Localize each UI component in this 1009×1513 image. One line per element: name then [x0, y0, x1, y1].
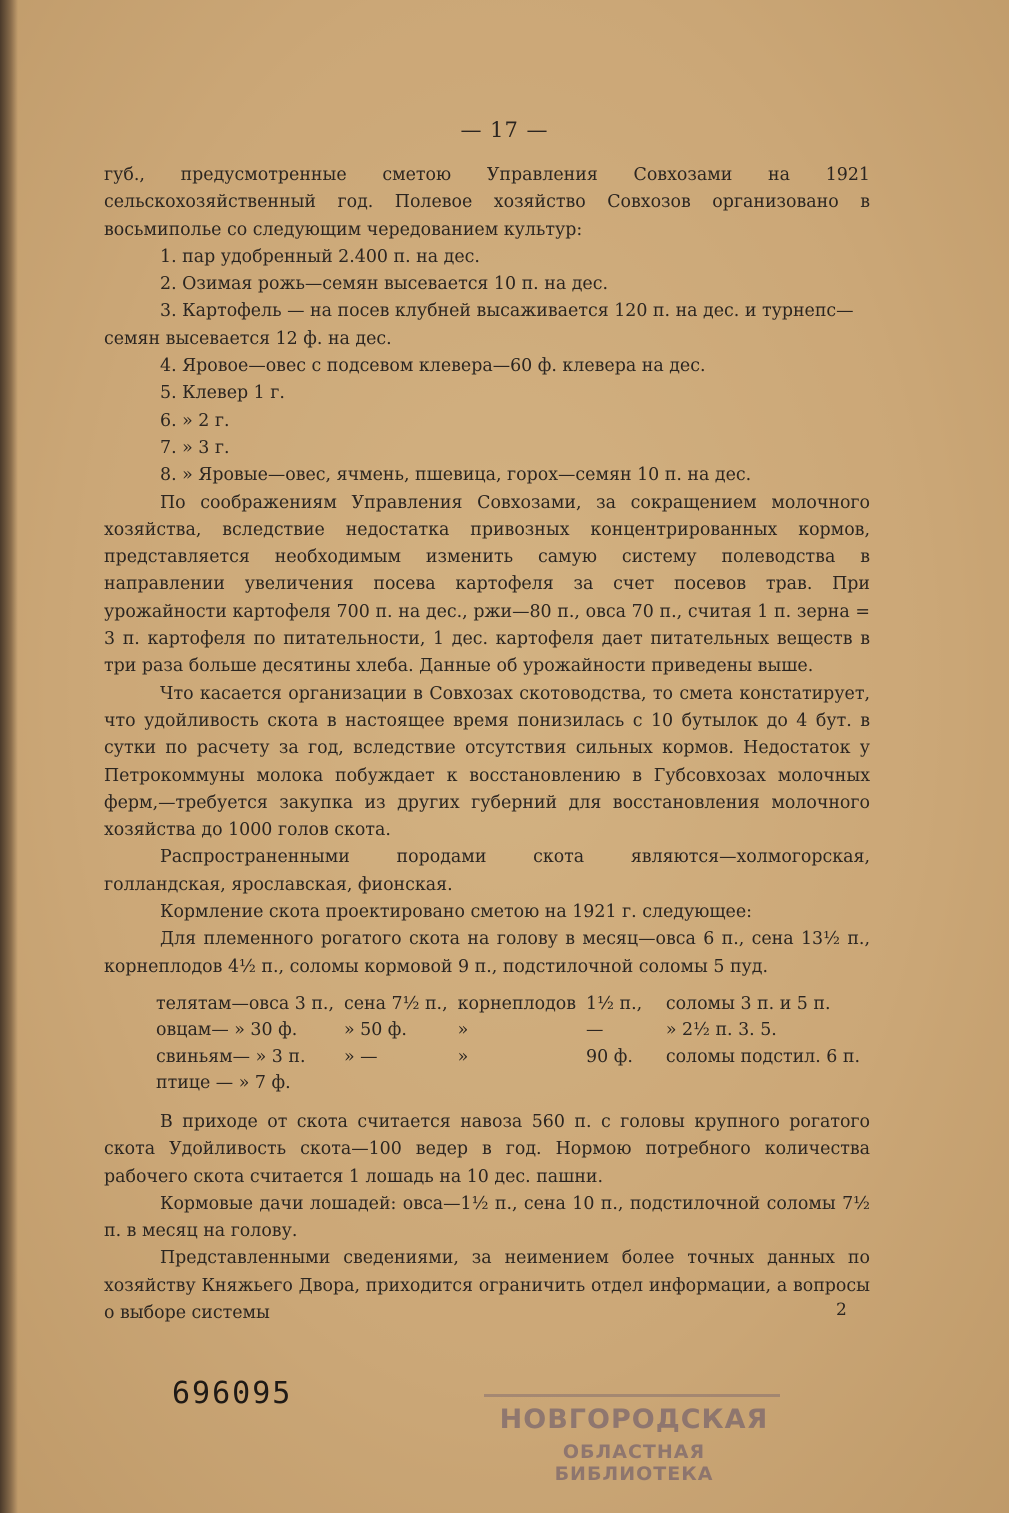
table-cell: » 2½ п. 3. 5.	[665, 1020, 777, 1041]
list-item-continuation: семян высевается 12 ф. на дес.	[104, 328, 392, 349]
table-cell: »	[457, 1020, 469, 1041]
table-row	[156, 1070, 870, 1097]
paragraph: Для племенного рогатого скота на голову в месяц—овса 6 п., сена 13½ п., корнеплодов 4½ п., соломы кормовой 9 п., подстилочной соломы 5 пуд.	[104, 929, 870, 977]
body-text	[104, 162, 870, 1327]
feed-table	[156, 991, 870, 1097]
table-cell: корнеплодов	[457, 993, 577, 1014]
table-cell: телятам—овса 3 п.,	[156, 993, 334, 1014]
table-cell	[344, 1070, 458, 1097]
inventory-number: 696095	[172, 1376, 293, 1411]
paragraph: В приходе от скота считается навоза 560 п. с головы крупного рогатого скота Удойливость скота—100 ведер в год. Нормою потребного количества рабочего скота считается 1 лошадь на 10 дес. пашни.	[104, 1111, 870, 1187]
table-cell: 1½ п.,	[586, 993, 643, 1014]
table-cell: » —	[343, 1046, 378, 1067]
paragraph: По соображениям Управления Совхозами, за сокращением молочного хозяйства, вследствие недостатка привозных концентрированных кормов, представляется необходимым изменить самую систему полеводства в направлении увеличения посева картофеля за счет посевов трав. При урожайности картофеля 700 п. на дес., ржи—80 п., овса 70 п., считая 1 п. зерна = 3 п. картофеля по питательности, 1 дес. картофеля дает питательных веществ в три раза больше десятины хлеба. Данные об урожайности приведены выше.	[104, 492, 870, 677]
list-item: 4. Яровое—овес с подсевом клевера—60 ф. клевера на дес.	[160, 356, 706, 377]
list-item: 8. » Яровые—овес, ячмень, пшевица, горох—семян 10 п. на дес.	[160, 465, 752, 486]
stamp-line-1: НОВГОРОДСКАЯ	[499, 1404, 769, 1435]
table-cell: соломы подстил. 6 п.	[665, 1046, 860, 1067]
table-cell: » 50 ф.	[343, 1020, 407, 1041]
list-item: 5. Клевер 1 г.	[160, 383, 285, 404]
paragraph: Представленными сведениями, за неимением более точных данных по хозяйству Княжьего Двора, приходится ограничить отдел информации, а вопросы о выборе системы	[104, 1248, 870, 1323]
library-stamp	[484, 1390, 784, 1490]
list-item: 2. Озимая рожь—семян высевается 10 п. на дес.	[160, 274, 608, 295]
list-item: 7. » 3 г.	[160, 437, 230, 458]
page-number: — 17 —	[460, 118, 549, 142]
table-cell: »	[457, 1046, 469, 1067]
table-cell: свиньям— » 3 п.	[156, 1046, 306, 1067]
stamp-border	[484, 1394, 780, 1397]
paragraph: Кормление скота проектировано сметою на 1921 г. следующее:	[160, 902, 752, 923]
table-row	[156, 1044, 870, 1071]
table-row	[156, 1017, 870, 1044]
paragraph: губ., предусмотренные сметою Управления Совхозами на 1921 сельскохозяйственный год. Полевое хозяйство Совхозов организовано в восьмиполье со следующим чередованием культур:	[104, 165, 870, 240]
table-row	[156, 991, 870, 1018]
sheet-number: 2	[836, 1300, 847, 1320]
table-cell: птице — » 7 ф.	[156, 1073, 291, 1094]
table-cell: 90 ф.	[586, 1046, 633, 1067]
list-item: 1. пар удобренный 2.400 п. на дес.	[160, 246, 480, 267]
paragraph: Распространенными породами скота являются—холмогорская, голландская, ярославская, фионская.	[104, 847, 870, 895]
paragraph: Что касается организации в Совхозах скотоводства, то смета констатирует, что удойливость скота в настоящее время понизилась с 10 бутылок до 4 бут. в сутки по расчету за год, вследствие отсутствия сильных кормов. Недостаток у Петрокоммуны молока побуждает к восстановлению в Губсовхозах молочных ферм,—требуется закупка из других губерний для восстановления молочного хозяйства до 1000 голов скота.	[104, 683, 870, 841]
table-cell	[666, 1070, 870, 1097]
stamp-line-2: ОБЛАСТНАЯ БИБЛИОТЕКА	[554, 1441, 714, 1485]
table-cell	[458, 1070, 586, 1097]
list-item: 6. » 2 г.	[160, 410, 230, 431]
binding-edge	[0, 0, 18, 1513]
table-cell: овцам— » 30 ф.	[156, 1020, 298, 1041]
table-cell: —	[586, 1020, 604, 1041]
list-item: 3. Картофель — на посев клубней высаживается 120 п. на дес. и турнепс—	[160, 301, 854, 322]
table-cell: сена 7½ п.,	[343, 993, 448, 1014]
table-cell	[586, 1070, 666, 1097]
table-cell: соломы 3 п. и 5 п.	[665, 993, 831, 1014]
paragraph: Кормовые дачи лошадей: овса—1½ п., сена 10 п., подстилочной соломы 7½ п. в месяц на голову.	[104, 1193, 870, 1242]
